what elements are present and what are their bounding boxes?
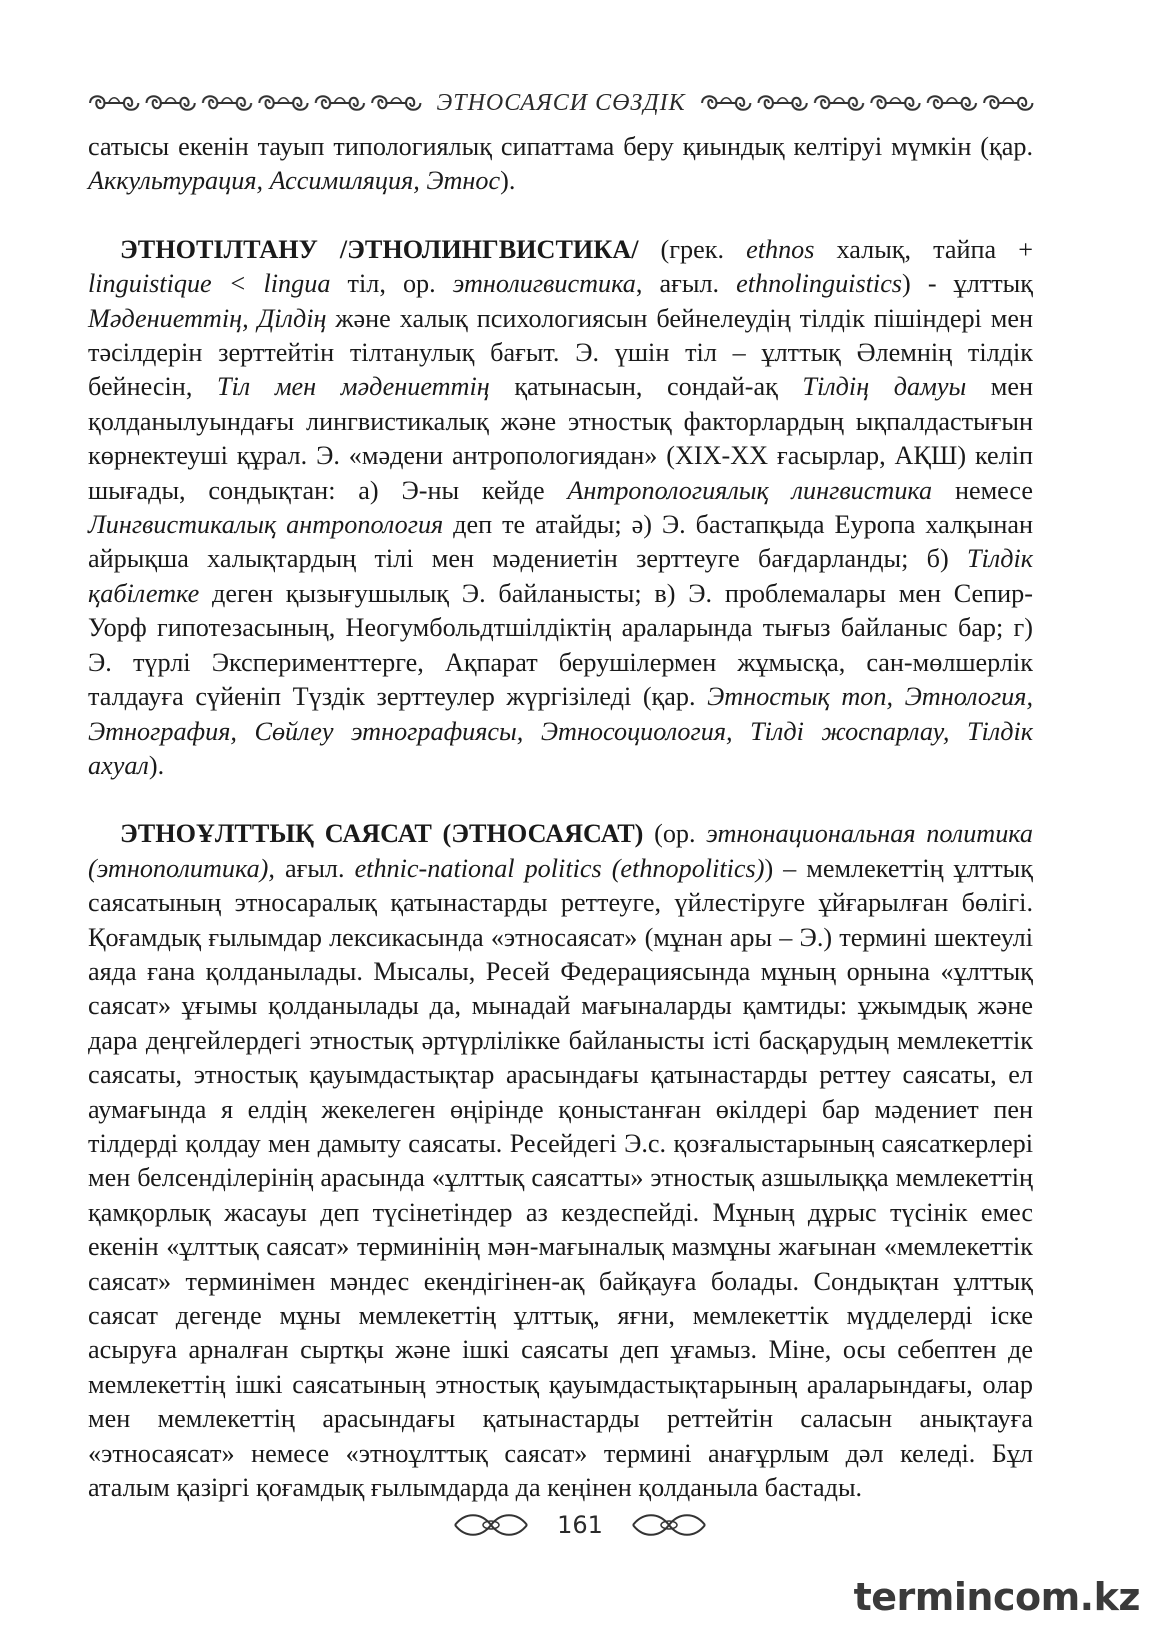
flourish-icon [629,1510,709,1540]
site-watermark: termincom.kz [853,1575,1140,1619]
scroll-ornament-icon [86,90,425,116]
page-footer [400,1505,760,1545]
continued-paragraph: сатысы екенін тауып типологиялық сипаттама беру қиындық келтіруі мүмкін (қар. Аккультурация, Ассимиляция, Этнос). [88,132,1033,196]
page-header [86,86,1036,120]
entry-headword: ЭТНОҰЛТТЫҚ САЯСАТ (ЭТНОСАЯСАТ) [120,819,644,849]
flourish-icon [451,1510,531,1540]
entry-headword: ЭТНОТІЛТАНУ /ЭТНОЛИНГВИСТИКА/ [120,234,639,264]
running-header-title: ЭТНОСАЯСИ СӨЗДІК [436,89,686,116]
scroll-ornament-icon [698,90,1037,116]
page-body [88,130,1033,1505]
dictionary-entry-ethnolinguistics: ЭТНОТІЛТАНУ /ЭТНОЛИНГВИСТИКА/ (грек. ethnos халық, тайпа + linguistique < lingua тіл, ор. этнолигвистика, ағыл. ethnolinguistics) - ұлттық Мәдениеттің, Ділдің және халық психологиясын бейнелеудің тілдік пішіндері мен тәсілдерін зерттейтін тілтанулық бағыт. Э. үшін тіл – ұлттық Әлемнің тілдік бейнесін, Тіл мен мәдениеттің қатынасын, сондай-ақ Тілдің дамуы мен қолданылуындағы лингвистикалық және этностық факторлардың ықпалдастығын көрнектеуші құрал. Э. «мәдени антропологиядан» (XIX-XX ғасырлар, АҚШ) келіп шығады, сондықтан: а) Э-ны кейде Антропологиялық лингвистика немесе Лингвистикалық антропология деп те атайды; ә) Э. бастапқыда Еуропа халқынан айрықша халықтардың тілі мен мәдениетін зерттеуге бағдарланды; б) Тілдік қабілетке деген қызығушылық Э. байланысты; в) Э. проблемалары мен Сепир-Уорф гипотезасының, Неогумбольдтшілдіктің араларында тығыз байланыс бар; г) Э. түрлі Эксперименттерге, Ақпарат берушілермен жұмысқа, сан-мөлшерлік талдауға сүйеніп Түздік зерттеулер жүргізіледі (қар. Этностық топ, Этнология, Этнография, Сөйлеу этнографиясы, Этносоциология, Тілді жоспарлау, Тілдік ахуал). [88,234,1034,780]
page-number: 161 [557,1511,603,1539]
dictionary-entry-ethnonational-policy: ЭТНОҰЛТТЫҚ САЯСАТ (ЭТНОСАЯСАТ) (ор. этнонациональная политика (этнополитика), ағыл. ethnic-national politics (ethnopolitics)) – мемлекеттің ұлттық саясатының этносаралық қатынастарды реттеуге, үйлестіруге ұйғарылған бөлігі. Қоғамдық ғылымдар лексикасында «этносаясат» (мұнан ары – Э.) термині шектеулі аяда ғана қолданылады. Мысалы, Ресей Федерациясында мұның орнына «ұлттық саясат» ұғымы қолданылады да, мынадай мағыналарды қамтиды: ұжымдық және дара деңгейлердегі этностық әртүрлілікке байланысты істі басқарудың мемлекеттік саясаты, этностық қауымдастықтар арасындағы қатынастарды реттеу саясаты, ел аумағында я елдің жекелеген өңірінде қоныстанған өкілдері бар мәдениет пен тілдерді қолдау мен дамыту саясаты. Ресейдегі Э.с. қозғалыстарының саясаткерлері мен белсенділерінің арасында «ұлттық саясатты» этностық азшылыққа мемлекеттің қамқорлық жасауы деп түсінетіндер аз кездеспейді. Мұның дұрыс түсінік емес екенін «ұлттық саясат» терминінің мән-мағыналық мазмұны жағынан «мемлекеттік саясат» терминімен мәндес екендігінен-ақ байқауға болады. Сондықтан ұлттық саясат дегенде мұны мемлекеттің ұлттық, яғни, мемлекеттік мүдделерді іске асыруға арналған сыртқы және ішкі саясаты деп ұғамыз. Міне, осы себептен де мемлекеттің ішкі саясатының этностық қауымдастықтарының араларындағы, олар мен мемлекеттің арасындағы қатынастарды реттейтін саласын анықтауға «этносаясат» немесе «этноұлттық саясат» термині анағұрлым дәл келеді. Бұл аталым қазіргі қоғамдық ғылымдарда да кеңінен қолданыла бастады. [88,819,1034,1503]
cross-references: Аккультурация, Ассимиляция, Этнос [88,166,501,196]
cross-references: Этностық топ, Этнология, Этнография, Сөйлеу этнографиясы, Этносоциология, Тілді жоспарлау, Тілдік ахуал [88,682,1033,780]
